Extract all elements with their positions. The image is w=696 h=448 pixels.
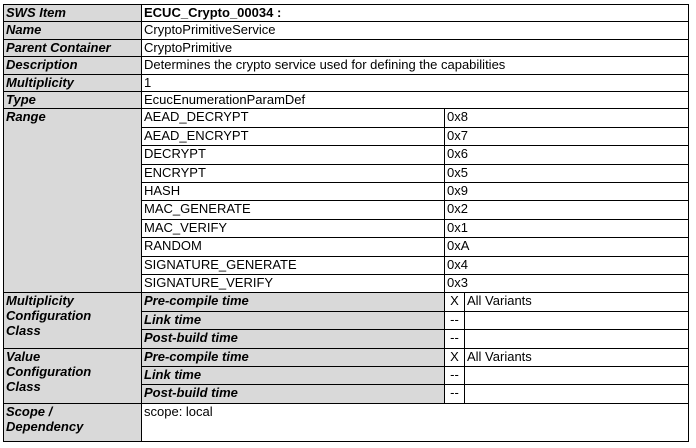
label-line: Dependency: [6, 418, 84, 434]
sws-item-table: [3, 4, 689, 442]
label-line: Value: [6, 348, 41, 364]
range-item-name: RANDOM: [142, 238, 445, 256]
range-item-value: 0x6: [445, 146, 689, 164]
row-sws-item: [4, 5, 689, 22]
label-line: Scope /: [6, 403, 53, 419]
range-item-value: 0x2: [445, 201, 689, 219]
range-item-name: HASH: [142, 182, 445, 200]
config-phase: Post-build time: [142, 385, 445, 403]
range-item-name: AEAD_ENCRYPT: [142, 127, 445, 145]
name-value: CryptoPrimitiveService: [142, 22, 689, 39]
row-multiplicity: [4, 74, 689, 91]
range-item-value: 0x5: [445, 164, 689, 182]
label-line: Class: [6, 323, 41, 339]
config-mark: --: [445, 367, 465, 385]
sws-item-label: SWS Item: [4, 5, 142, 22]
range-item-name: SIGNATURE_GENERATE: [142, 256, 445, 274]
config-variants: [465, 367, 689, 385]
config-variants: All Variants: [465, 293, 689, 311]
range-item-value: 0x7: [445, 127, 689, 145]
range-item-name: MAC_VERIFY: [142, 219, 445, 237]
value-config-row: [4, 348, 689, 366]
config-phase: Link time: [142, 367, 445, 385]
config-phase: Pre-compile time: [142, 348, 445, 366]
value-config-label: [4, 348, 142, 403]
range-item-value: 0x4: [445, 256, 689, 274]
config-mark: X: [445, 348, 465, 366]
range-item-name: MAC_GENERATE: [142, 201, 445, 219]
range-item-value: 0x1: [445, 219, 689, 237]
multiplicity-value: 1: [142, 74, 689, 91]
config-phase: Pre-compile time: [142, 293, 445, 311]
range-item-name: AEAD_DECRYPT: [142, 109, 445, 127]
description-value: Determines the crypto service used for defining the capabilities: [142, 57, 689, 74]
range-item-name: DECRYPT: [142, 146, 445, 164]
label-line: Configuration: [6, 308, 92, 324]
scope-value: scope: local: [142, 403, 689, 441]
label-line: Multiplicity: [6, 293, 74, 309]
range-row: [4, 109, 689, 127]
range-label: Range: [4, 109, 142, 293]
label-line: Configuration: [6, 363, 92, 379]
config-variants: [465, 330, 689, 348]
parent-container-value: CryptoPrimitive: [142, 39, 689, 56]
row-parent-container: [4, 39, 689, 56]
config-variants: [465, 311, 689, 329]
config-variants: [465, 385, 689, 403]
config-variants: All Variants: [465, 348, 689, 366]
type-label: Type: [4, 91, 142, 108]
parent-container-label: Parent Container: [4, 39, 142, 56]
row-scope: [4, 403, 689, 441]
label-line: Class: [6, 378, 41, 394]
range-item-value: 0x9: [445, 182, 689, 200]
type-value: EcucEnumerationParamDef: [142, 91, 689, 108]
name-label: Name: [4, 22, 142, 39]
config-phase: Post-build time: [142, 330, 445, 348]
multiplicity-config-row: [4, 293, 689, 311]
range-item-name: SIGNATURE_VERIFY: [142, 275, 445, 293]
row-name: [4, 22, 689, 39]
config-mark: --: [445, 311, 465, 329]
description-label: Description: [4, 57, 142, 74]
row-description: [4, 57, 689, 74]
multiplicity-label: Multiplicity: [4, 74, 142, 91]
row-type: [4, 91, 689, 108]
range-item-value: 0x8: [445, 109, 689, 127]
config-phase: Link time: [142, 311, 445, 329]
config-mark: X: [445, 293, 465, 311]
config-mark: --: [445, 330, 465, 348]
sws-item-id: ECUC_Crypto_00034 :: [142, 5, 689, 22]
range-item-value: 0x3: [445, 275, 689, 293]
config-mark: --: [445, 385, 465, 403]
range-item-name: ENCRYPT: [142, 164, 445, 182]
range-item-value: 0xA: [445, 238, 689, 256]
scope-label: [4, 403, 142, 441]
multiplicity-config-label: [4, 293, 142, 348]
